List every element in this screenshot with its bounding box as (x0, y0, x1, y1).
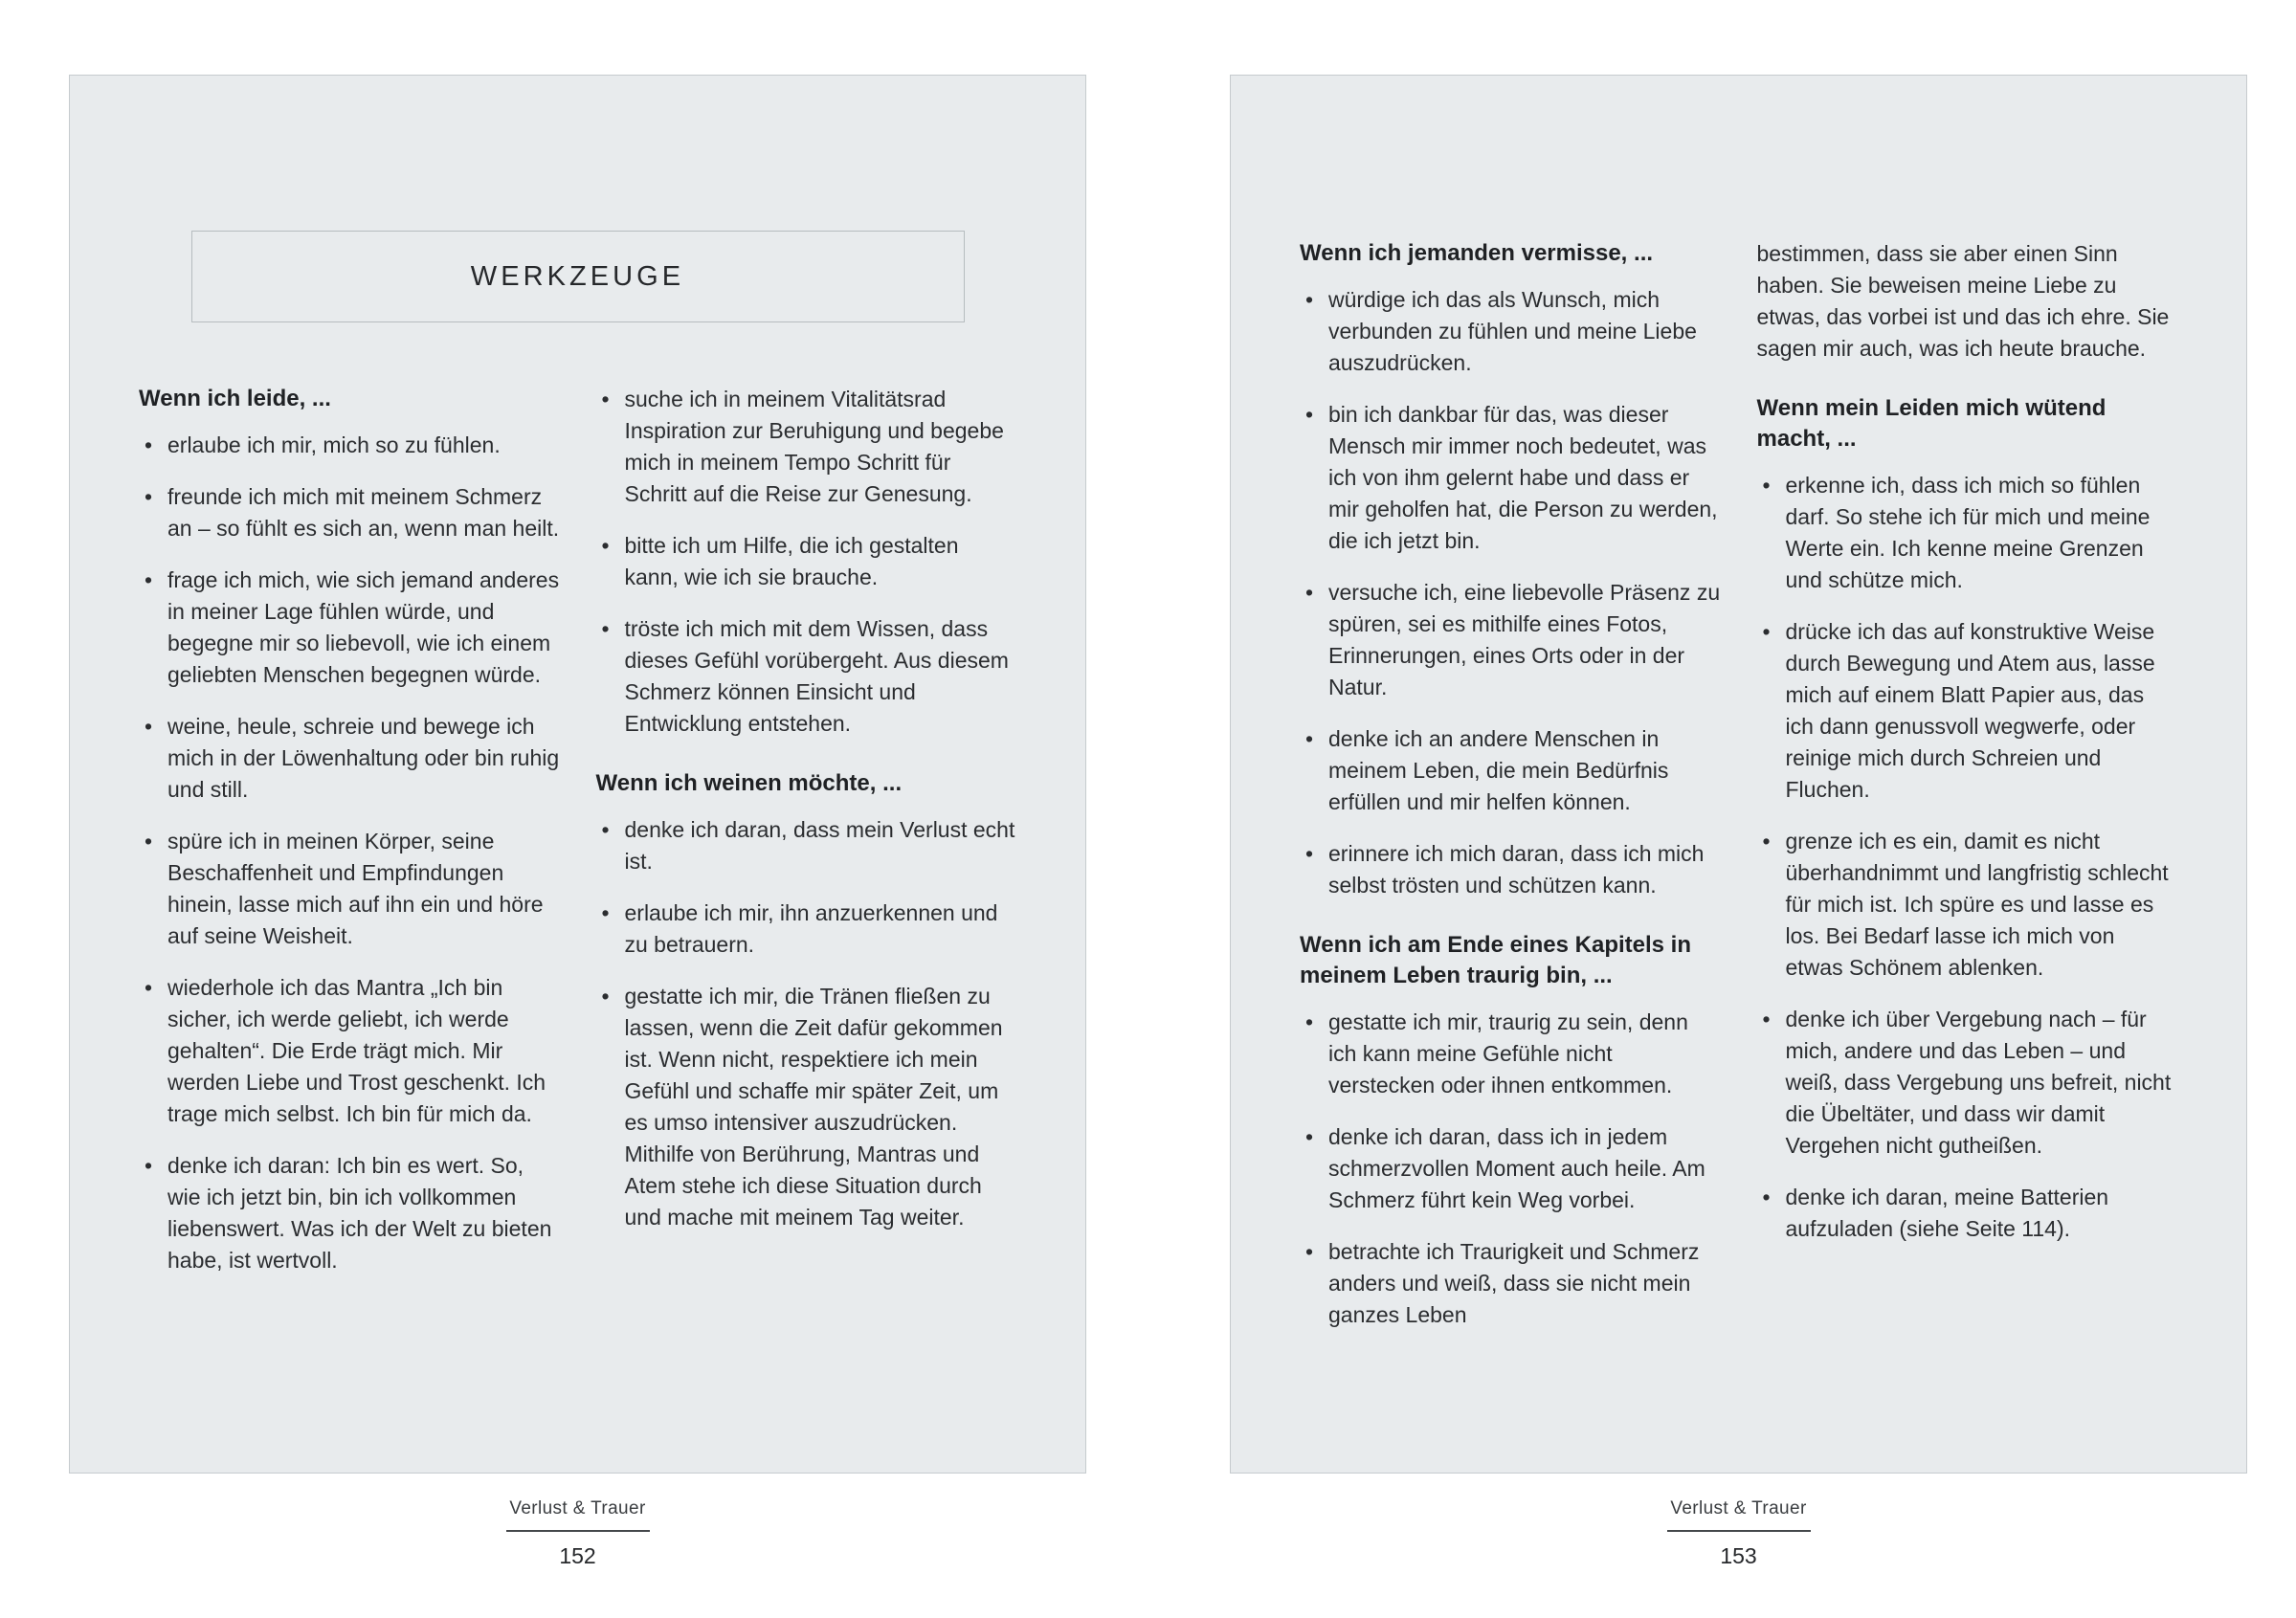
section-heading: Wenn ich weinen möchte, ... (595, 770, 903, 796)
page-right-column-1 (1300, 238, 1721, 1351)
footer-section-label: Verlust & Trauer (1670, 1498, 1807, 1518)
bullet-item: • denke ich daran, dass ich in jedem schmerzvollen Moment auch heile. Am Schmerz führt kein Weg vorbei. (1300, 1121, 1721, 1216)
bullet-item: • würdige ich das als Wunsch, mich verbunden zu fühlen und meine Liebe auszudrücken. (1300, 284, 1721, 379)
bullet-item: • erkenne ich, dass ich mich so fühlen darf. So stehe ich für mich und meine Werte ein. Ich kenne meine Grenzen und schütze mich. (1757, 470, 2178, 596)
bullet-item: • bitte ich um Hilfe, die ich gestalten kann, wie ich sie brauche. (596, 530, 1017, 593)
section-heading: Wenn ich am Ende eines Kapitels in meinem Leben traurig bin, ... (1300, 932, 1691, 988)
page-left-column-1 (139, 384, 560, 1297)
page-title: WERKZEUGE (470, 260, 685, 292)
continuation-paragraph: bestimmen, dass sie aber einen Sinn haben. Sie beweisen meine Liebe zu etwas, das vorbei ist und das ich ehre. Sie sagen mir auch, was ich heute brauche. (1756, 241, 2170, 361)
page-right (1230, 75, 2247, 1474)
page-right-column-2 (1757, 238, 2178, 1351)
bullet-item: • denke ich daran, dass mein Verlust echt ist. (596, 814, 1017, 877)
bullet-item: • frage ich mich, wie sich jemand anderes in meiner Lage fühlen würde, und begegne mir so liebevoll, wie ich einem geliebten Menschen begegnen würde. (139, 565, 560, 691)
footer-left (69, 1498, 1086, 1569)
bullet-item: • gestatte ich mir, die Tränen fließen zu lassen, wenn die Zeit dafür gekommen ist. Wenn nicht, respektiere ich mein Gefühl und schaffe mir später Zeit, um es umso intensiver auszudrücken. Mithilfe von Berührung, Mantras und Atem stehe ich diese Situation durch und mache mit meinem Tag weiter. (596, 981, 1017, 1233)
page-number: 153 (1720, 1543, 1757, 1568)
bullet-item: • denke ich über Vergebung nach – für mich, andere und das Leben – und weiß, dass Vergebung uns befreit, nicht die Übeltäter, und dass wir damit Vergehen nicht gutheißen. (1757, 1004, 2178, 1162)
bullet-item: • erlaube ich mir, mich so zu fühlen. (139, 430, 560, 461)
bullet-item: • denke ich daran: Ich bin es wert. So, wie ich jetzt bin, bin ich vollkommen liebenswert. Was ich der Welt zu bieten habe, ist wertvoll. (139, 1150, 560, 1276)
page-number: 152 (559, 1543, 596, 1568)
page-left-column-2 (596, 384, 1017, 1297)
bullet-item: • versuche ich, eine liebevolle Präsenz zu spüren, sei es mithilfe eines Fotos, Erinnerungen, eines Orts oder in der Natur. (1300, 577, 1721, 703)
bullet-item: • suche ich in meinem Vitalitätsrad Inspiration zur Beruhigung und begebe mich in meinem Tempo Schritt für Schritt auf die Reise zur Genesung. (596, 384, 1017, 510)
page-left-columns (70, 384, 1085, 1297)
footer-divider (506, 1530, 650, 1532)
bullet-item: • erlaube ich mir, ihn anzuerkennen und zu betrauern. (596, 898, 1017, 961)
footer-section-label: Verlust & Trauer (509, 1498, 646, 1518)
bullet-item: • tröste ich mich mit dem Wissen, dass dieses Gefühl vorübergeht. Aus diesem Schmerz können Einsicht und Entwicklung entstehen. (596, 613, 1017, 740)
bullet-item: • wiederhole ich das Mantra „Ich bin sicher, ich werde geliebt, ich werde gehalten“. Die Erde trägt mich. Mir werden Liebe und Trost geschenkt. Ich trage mich selbst. Ich bin für mich da. (139, 972, 560, 1130)
bullet-item: • bin ich dankbar für das, was dieser Mensch mir immer noch bedeutet, was ich von ihm gelernt habe und dass er mir geholfen hat, die Person zu werden, die ich jetzt bin. (1300, 399, 1721, 557)
section-heading: Wenn mein Leiden mich wütend macht, ... (1756, 395, 2107, 452)
werkzeuge-title-box (191, 231, 965, 322)
bullet-item: • freunde ich mich mit meinem Schmerz an – so fühlt es sich an, wenn man heilt. (139, 481, 560, 544)
bullet-item: • spüre ich in meinen Körper, seine Beschaffenheit und Empfindungen hinein, lasse mich auf ihn ein und höre auf seine Weisheit. (139, 826, 560, 952)
bullet-item: • grenze ich es ein, damit es nicht überhandnimmt und langfristig schlecht für mich ist. Ich spüre es und lasse es los. Bei Bedarf lasse ich mich von etwas Schönem ablenken. (1757, 826, 2178, 984)
section-heading: Wenn ich leide, ... (139, 386, 331, 411)
bullet-item: • gestatte ich mir, traurig zu sein, denn ich kann meine Gefühle nicht verstecken oder ihnen entkommen. (1300, 1007, 1721, 1101)
page-right-columns (1231, 238, 2246, 1351)
bullet-item: • denke ich daran, meine Batterien aufzuladen (siehe Seite 114). (1757, 1182, 2178, 1245)
bullet-item: • denke ich an andere Menschen in meinem Leben, die mein Bedürfnis erfüllen und mir helfen können. (1300, 723, 1721, 818)
footer-divider (1667, 1530, 1811, 1532)
bullet-item: • weine, heule, schreie und bewege ich mich in der Löwenhaltung oder bin ruhig und still. (139, 711, 560, 806)
footer-right (1230, 1498, 2247, 1569)
section-heading: Wenn ich jemanden vermisse, ... (1300, 240, 1654, 266)
bullet-item: • erinnere ich mich daran, dass ich mich selbst trösten und schützen kann. (1300, 838, 1721, 901)
bullet-item: • drücke ich das auf konstruktive Weise durch Bewegung und Atem aus, lasse mich auf einem Blatt Papier aus, das ich dann genussvoll wegwerfe, oder reinige mich durch Schreien und Fluchen. (1757, 616, 2178, 806)
bullet-item: • betrachte ich Traurigkeit und Schmerz anders und weiß, dass sie nicht mein ganzes Leben (1300, 1236, 1721, 1331)
page-left (69, 75, 1086, 1474)
